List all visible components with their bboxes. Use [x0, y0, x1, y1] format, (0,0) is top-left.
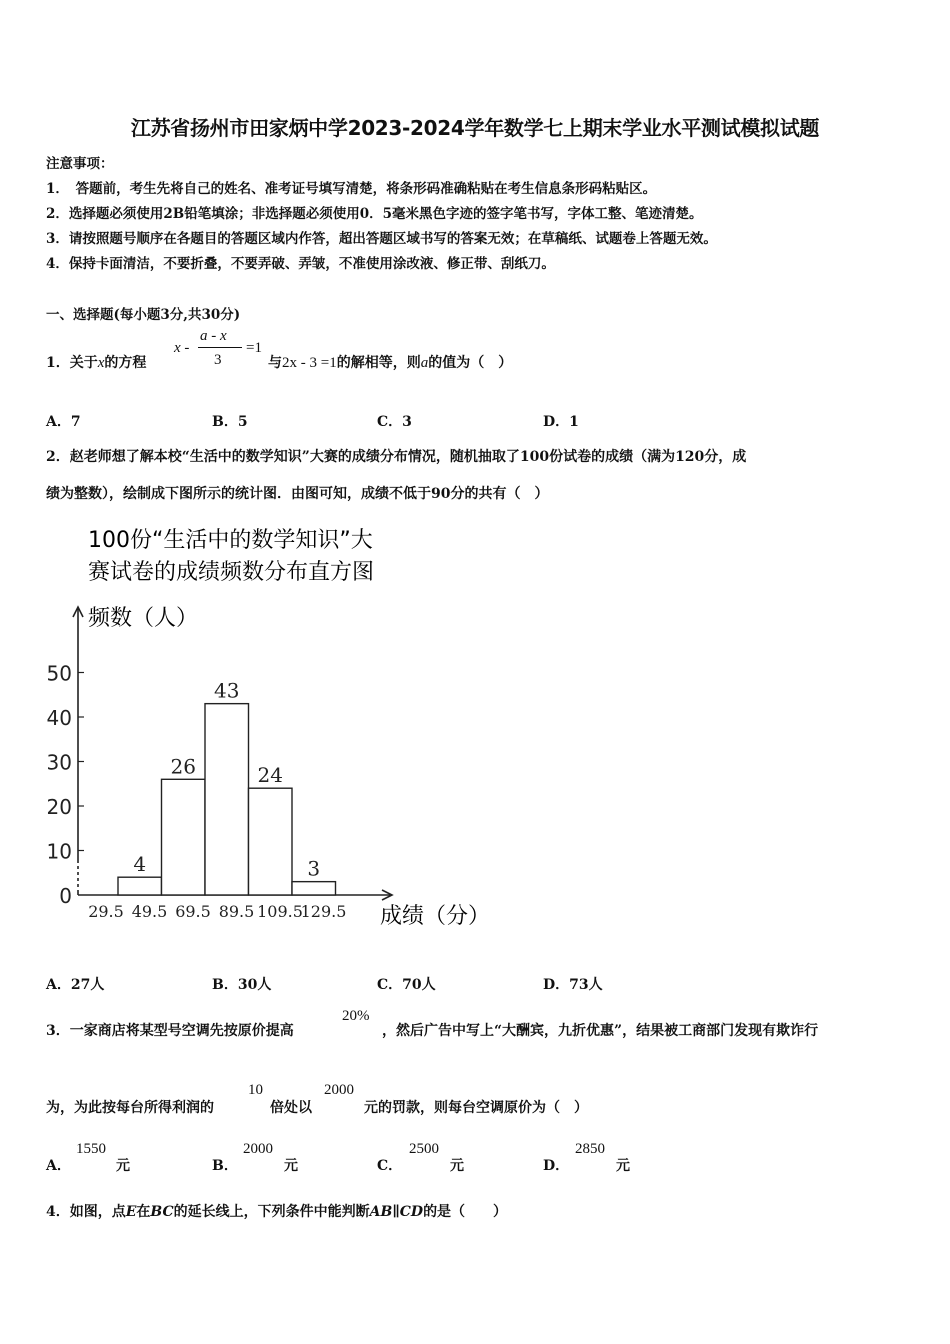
q4-text-3: 的延长线上，下列条件中能判断 — [173, 1204, 370, 1220]
notice-heading: 注意事项： — [46, 156, 114, 172]
histogram-bar — [249, 788, 293, 895]
q3-option-a-value: 1550 — [76, 1141, 106, 1157]
q1-frac-bar — [198, 347, 242, 348]
x-tick-label: 89.5 — [218, 902, 255, 921]
q3-fine: 2000 — [324, 1082, 354, 1098]
q3-option-a-label: A． — [46, 1158, 71, 1174]
q1-text-1: 1．关于 — [46, 355, 98, 371]
x-tick-label: 49.5 — [131, 902, 168, 921]
question-1-cont — [268, 352, 512, 372]
chart-x-axis-label: 成绩（分） — [380, 904, 491, 929]
x-tick-label: 129.5 — [300, 902, 347, 921]
notice-item-4: 4．保持卡面清洁，不要折叠，不要弄破、弄皱，不准使用涂改液、修正带、刮纸刀。 — [46, 256, 555, 272]
q4-parallel: AB∥CD — [369, 1204, 424, 1220]
q4-text-1: 4．如图，点 — [46, 1204, 126, 1220]
histogram-bar — [162, 779, 206, 895]
bar-value-label: 3 — [307, 856, 321, 881]
q3-option-d-value: 2850 — [575, 1141, 605, 1157]
notice-item-3: 3．请按照题号顺序在各题目的答题区域内作答，超出答题区域书写的答案无效；在草稿纸、试题卷上答题无效。 — [46, 231, 717, 247]
y-tick-label: 50 — [46, 661, 72, 686]
q3-option-d-label: D． — [543, 1158, 570, 1174]
notice-item-1: 1． 答题前，考生先将自己的姓名、准考证号填写清楚，将条形码准确粘贴在考生信息条形码粘贴区。 — [46, 181, 657, 197]
q1-option-d: D．1 — [543, 414, 579, 430]
q3-option-a-unit: 元 — [116, 1158, 130, 1174]
q1-frac-numerator: a - x — [200, 328, 227, 344]
histogram-bar — [292, 882, 336, 895]
q3-option-b-unit: 元 — [284, 1158, 298, 1174]
bar-value-label: 43 — [214, 678, 240, 703]
q2-option-b: B．30人 — [212, 977, 272, 993]
q3-ten: 10 — [248, 1082, 263, 1098]
q3-option-d-unit: 元 — [616, 1158, 630, 1174]
q2-line-1: 2．赵老师想了解本校“生活中的数学知识”大赛的成绩分布情况，随机抽取了100份试卷的成绩（满为120分，成 — [46, 449, 747, 465]
q3-text-5: 元的罚款，则每台空调原价为（ ） — [364, 1100, 588, 1116]
q3-option-c-unit: 元 — [450, 1158, 464, 1174]
bar-value-label: 26 — [170, 754, 196, 779]
x-tick-label: 109.5 — [257, 902, 303, 921]
q3-text-1: 3．一家商店将某型号空调先按原价提高 — [46, 1023, 294, 1039]
histogram-bar — [118, 877, 162, 895]
q1-option-a: A．7 — [46, 414, 81, 430]
question-4 — [46, 1201, 507, 1221]
q2-option-a: A．27人 — [46, 977, 105, 993]
y-tick-label: 30 — [46, 750, 72, 775]
y-tick-label: 40 — [46, 706, 72, 730]
bar-value-label: 4 — [133, 852, 147, 877]
q4-text-4: 的是（ ） — [423, 1204, 508, 1220]
q1-var-x: x — [97, 355, 105, 371]
histogram-chart — [40, 515, 520, 945]
q3-option-b-value: 2000 — [243, 1141, 273, 1157]
q1-text-3: 与 — [268, 355, 282, 371]
bar-value-label: 24 — [257, 763, 283, 788]
q1-eq2: 2x - 3 =1 — [282, 355, 337, 371]
chart-title-line-1: 100份“生活中的数学知识”大 — [88, 528, 373, 553]
chart-title-line-2: 赛试卷的成绩频数分布直方图 — [88, 560, 375, 585]
chart-bars — [118, 704, 336, 895]
chart-y-axis-label: 频数（人） — [88, 606, 199, 631]
q2-option-c: C．70人 — [377, 977, 436, 993]
q1-text-2: 的方程 — [104, 355, 147, 371]
y-tick-label: 0 — [59, 884, 72, 908]
y-tick-label: 10 — [46, 839, 72, 864]
q3-option-c-label: C． — [377, 1158, 403, 1174]
y-tick-label: 20 — [46, 795, 72, 819]
q1-text-5: 的值为（ ） — [428, 355, 513, 371]
page-title: 江苏省扬州市田家炳中学2023-2024学年数学七上期末学业水平测试模拟试题 — [130, 116, 820, 140]
q3-text-4: 倍处以 — [270, 1100, 312, 1116]
q4-segment-bc: BC — [150, 1204, 174, 1220]
q1-frac-denominator: 3 — [214, 352, 222, 368]
q4-point-e: E — [125, 1204, 137, 1220]
x-tick-label: 29.5 — [88, 902, 124, 921]
section-heading: 一、选择题(每小题3分,共30分) — [46, 307, 241, 323]
q3-text-2: ，然后广告中写上“大酬宾，九折优惠”，结果被工商部门发现有欺诈行 — [382, 1023, 819, 1039]
q3-option-c-value: 2500 — [409, 1141, 439, 1157]
q1-option-b: B．5 — [212, 414, 248, 430]
q1-option-c: C．3 — [377, 414, 412, 430]
q3-option-b-label: B． — [212, 1158, 238, 1174]
q2-option-d: D．73人 — [543, 977, 603, 993]
histogram-bar — [205, 704, 249, 895]
q1-text-4: 的解相等，则 — [336, 355, 421, 371]
q2-line-2: 绩为整数），绘制成下图所示的统计图．由图可知，成绩不低于90分的共有（ ） — [46, 486, 549, 502]
notice-item-2: 2．选择题必须使用2B铅笔填涂；非选择题必须使用0．5毫米黑色字迹的签字笔书写，字体工整、笔迹清楚。 — [46, 206, 703, 222]
x-tick-label: 69.5 — [175, 902, 211, 921]
q3-text-3: 为，为此按每台所得利润的 — [46, 1100, 214, 1116]
q4-text-2: 在 — [136, 1204, 151, 1220]
question-1 — [46, 352, 146, 372]
q1-eq-right: =1 — [246, 340, 262, 356]
q1-var-a: a — [420, 355, 429, 371]
q1-eq-left: x - — [174, 340, 190, 356]
q3-percent: 20% — [342, 1008, 370, 1024]
